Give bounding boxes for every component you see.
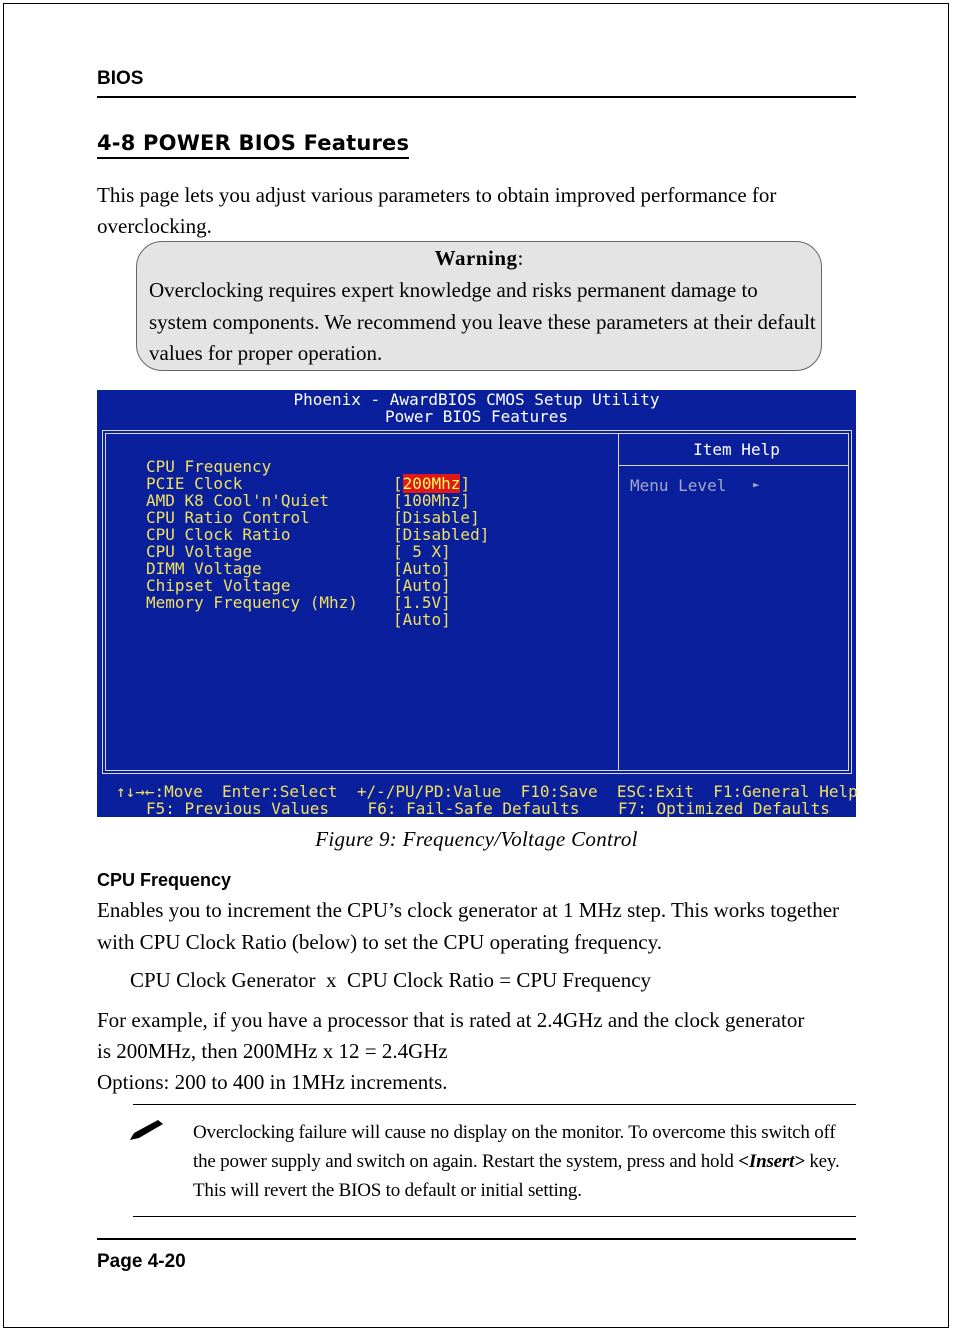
bios-title-line1: Phoenix - AwardBIOS CMOS Setup Utility — [293, 390, 660, 409]
bios-help-divider — [618, 433, 619, 771]
bios-help-header-rule — [619, 465, 849, 466]
pencil-icon — [128, 1118, 166, 1142]
warning-text: Overclocking requires expert knowledge and risks permanent damage to system components. We recommend you leave these parameters at their default values for proper operation. — [149, 278, 816, 365]
figure-caption: Figure 9: Frequency/Voltage Control — [315, 827, 638, 851]
bracket-close: ] — [460, 474, 471, 493]
warning-title-label: Warning — [434, 246, 518, 270]
bios-status-line-1: ↑↓→←:Move Enter:Select +/-/PU/PD:Value F10:Save ESC:Exit F1:General Help — [116, 782, 858, 801]
bios-item-value[interactable]: [1.5V] — [393, 593, 451, 612]
note-text — [193, 1118, 853, 1205]
bios-item-value[interactable] — [393, 475, 470, 492]
bios-item-label: DIMM Voltage — [146, 559, 262, 578]
bios-status-line-2: F5: Previous Values F6: Fail-Safe Defaults F7: Optimized Defaults — [146, 799, 830, 818]
bios-title-line2: Power BIOS Features — [384, 407, 569, 426]
bios-screen — [97, 390, 856, 817]
bios-item-label: CPU Ratio Control — [146, 508, 310, 527]
warning-box — [136, 241, 822, 371]
note-text-before: Overclocking failure will cause no display on the monitor. To overcome this switch off the power supply and switch on again. Restart the system, press and hold — [193, 1122, 836, 1172]
header-title: BIOS — [97, 68, 144, 89]
bios-item-label: CPU Frequency — [146, 457, 272, 476]
menu-level-label: Menu Level — [630, 476, 727, 495]
bios-item-value[interactable]: [Auto] — [393, 559, 451, 578]
bios-item-label: AMD K8 Cool'n'Quiet — [146, 491, 330, 510]
bracket-open: [ — [393, 474, 403, 493]
example-line-2: is 200MHz, then 200MHz x 12 = 2.4GHz — [97, 1039, 448, 1063]
item-help-title: Item Help — [693, 440, 780, 459]
footer-rule — [97, 1238, 856, 1240]
bios-item-value[interactable]: [Disabled] — [393, 525, 490, 544]
cpu-frequency-description: Enables you to increment the CPU’s clock generator at 1 MHz step. This works together with CPU Clock Ratio (below) to set the CPU operating frequency. — [97, 898, 840, 954]
warning-title-colon: : — [517, 246, 524, 270]
bios-item-label: CPU Clock Ratio — [146, 525, 291, 544]
bios-item-label: Memory Frequency (Mhz) — [146, 593, 358, 612]
note-rule-top — [133, 1104, 856, 1105]
example-line-1: For example, if you have a processor that is rated at 2.4GHz and the clock generator — [97, 1008, 805, 1032]
intro-paragraph: This page lets you adjust various parameters to obtain improved performance for overclocking. — [97, 183, 777, 238]
cpu-frequency-formula: CPU Clock Generator x CPU Clock Ratio = CPU Frequency — [130, 968, 652, 992]
note-rule-bottom — [133, 1216, 856, 1217]
bios-item-value[interactable]: [Auto] — [393, 610, 451, 629]
bios-item-value[interactable]: [Auto] — [393, 576, 451, 595]
bios-item-label: PCIE Clock — [146, 474, 243, 493]
bios-item-label: Chipset Voltage — [146, 576, 291, 595]
bios-item-label: CPU Voltage — [146, 542, 252, 561]
cpu-frequency-heading: CPU Frequency — [97, 870, 232, 890]
bios-item-value[interactable]: [Disable] — [393, 508, 480, 527]
page-number: Page 4-20 — [97, 1251, 186, 1272]
note-text-after: key. This will revert the BIOS to default or initial setting. — [193, 1151, 840, 1201]
menu-level-arrow-icon: ► — [753, 478, 760, 491]
header-rule — [97, 96, 856, 98]
options-text: Options: 200 to 400 in 1MHz increments. — [97, 1070, 448, 1094]
selected-value[interactable]: 200Mhz — [402, 474, 461, 493]
bios-item-value[interactable]: [100Mhz] — [393, 491, 471, 510]
bios-item-value[interactable]: [ 5 X] — [393, 542, 451, 561]
warning-title — [137, 246, 821, 271]
section-heading: 4-8 POWER BIOS Features — [97, 131, 409, 159]
note-key: <Insert> — [738, 1151, 805, 1172]
